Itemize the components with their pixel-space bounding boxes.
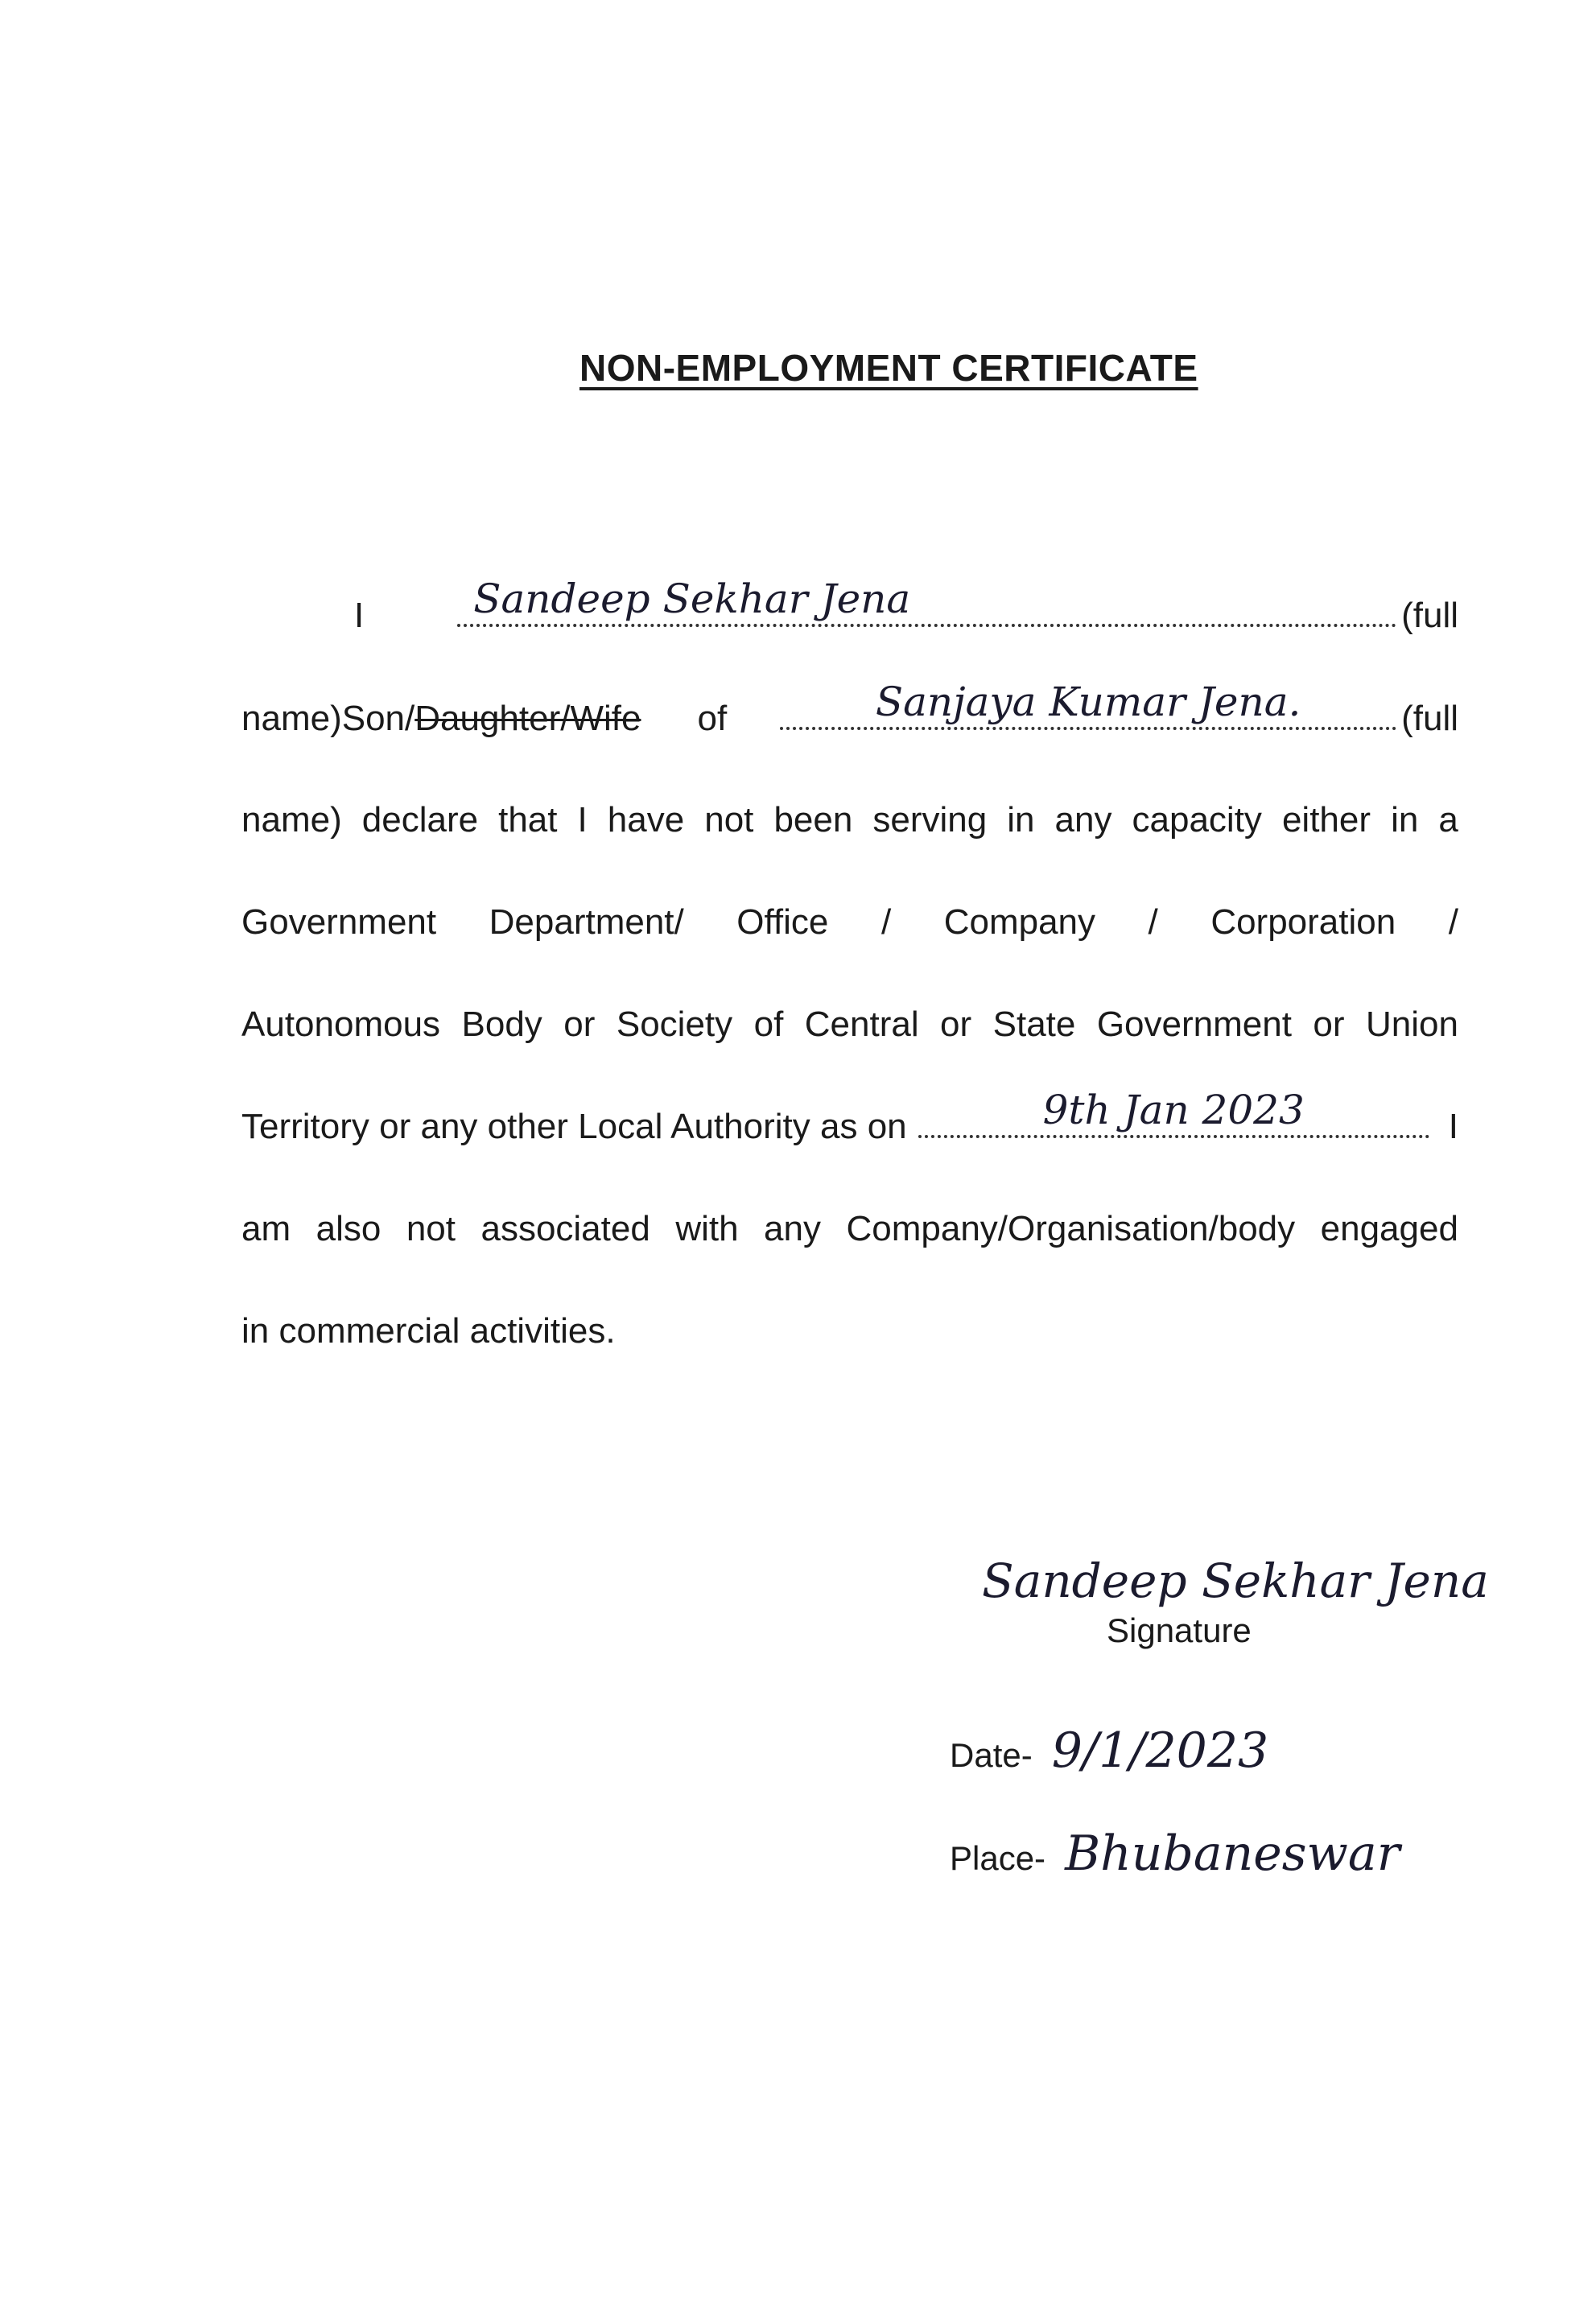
word: Society	[616, 1005, 733, 1044]
date-as-on-field	[918, 1087, 1429, 1138]
word: or	[1313, 1005, 1345, 1044]
body-line-2	[241, 679, 1458, 739]
word: declare	[361, 800, 479, 840]
body-line-7	[241, 1209, 1458, 1249]
word: Government	[241, 902, 437, 942]
word: /	[880, 902, 892, 942]
place-row	[950, 1826, 1400, 1882]
word: capacity	[1132, 800, 1262, 840]
word: Company	[943, 902, 1096, 942]
word: also	[315, 1209, 381, 1248]
full-suffix-text: (full	[1401, 596, 1458, 635]
word: am	[241, 1209, 291, 1248]
word: any	[1054, 800, 1112, 840]
body-line-8	[241, 1311, 1458, 1351]
word: with	[675, 1209, 739, 1248]
handwritten-place: Bhubaneswar	[1065, 1826, 1400, 1882]
word: not	[406, 1209, 456, 1248]
word: name)	[241, 800, 342, 840]
word: Central	[804, 1005, 919, 1044]
signature-block	[950, 1553, 1489, 1650]
parent-name-field	[780, 679, 1396, 730]
certificate-title: NON-EMPLOYMENT CERTIFICATE	[579, 347, 1198, 389]
full-name-field	[457, 576, 1396, 627]
word: Office	[736, 902, 829, 942]
word: or	[563, 1005, 596, 1044]
word: /	[1148, 902, 1158, 942]
word: of	[753, 1005, 784, 1044]
word: serving	[872, 800, 988, 840]
word: not	[704, 800, 754, 840]
word: Government	[1096, 1005, 1292, 1044]
body-line-5	[241, 1005, 1458, 1045]
word: have	[607, 800, 685, 840]
word: Department/	[489, 902, 684, 942]
place-label: Place-	[950, 1839, 1046, 1877]
handwritten-signature: Sandeep Sekhar Jena	[982, 1553, 1489, 1608]
word: been	[773, 800, 853, 840]
handwritten-parent-name: Sanjaya Kumar Jena.	[875, 679, 1301, 725]
struck-daughter-wife-text: Daughter/Wife	[414, 699, 641, 738]
word: Body	[461, 1005, 542, 1044]
word: either	[1281, 800, 1371, 840]
word: Autonomous	[241, 1005, 441, 1044]
handwritten-as-on-date: 9th Jan 2023	[1042, 1087, 1305, 1133]
word: Union	[1365, 1005, 1458, 1044]
body-line-1	[241, 576, 1458, 636]
body-line-3	[241, 800, 1458, 840]
body-line-6	[241, 1087, 1458, 1147]
date-label: Date-	[950, 1736, 1033, 1774]
handwritten-date: 9/1/2023	[1051, 1722, 1269, 1779]
handwritten-full-name: Sandeep Sekhar Jena	[473, 576, 911, 622]
word: or	[940, 1005, 972, 1044]
pronoun-text: I	[354, 596, 365, 635]
word: State	[992, 1005, 1076, 1044]
son-prefix-text: name)Son/	[241, 699, 415, 738]
territory-text: Territory or any other Local Authority as on	[241, 1107, 907, 1146]
word: I	[577, 800, 588, 840]
word: /	[1448, 902, 1458, 942]
word: Corporation	[1210, 902, 1396, 942]
word: engaged	[1320, 1209, 1458, 1248]
word: associated	[480, 1209, 650, 1248]
word: Company/Organisation/body	[846, 1209, 1296, 1248]
pronoun-text-2: I	[1448, 1107, 1458, 1146]
word: in	[1391, 800, 1419, 840]
signature-label: Signature	[1107, 1611, 1252, 1649]
commercial-activities-text: in commercial activities.	[241, 1311, 616, 1351]
body-line-4	[241, 902, 1458, 943]
word: any	[764, 1209, 821, 1248]
full-suffix-text-2: (full	[1401, 699, 1458, 738]
word: in	[1007, 800, 1035, 840]
of-text: of	[697, 699, 728, 738]
word: that	[498, 800, 558, 840]
word: a	[1438, 800, 1458, 840]
date-row	[950, 1722, 1268, 1779]
